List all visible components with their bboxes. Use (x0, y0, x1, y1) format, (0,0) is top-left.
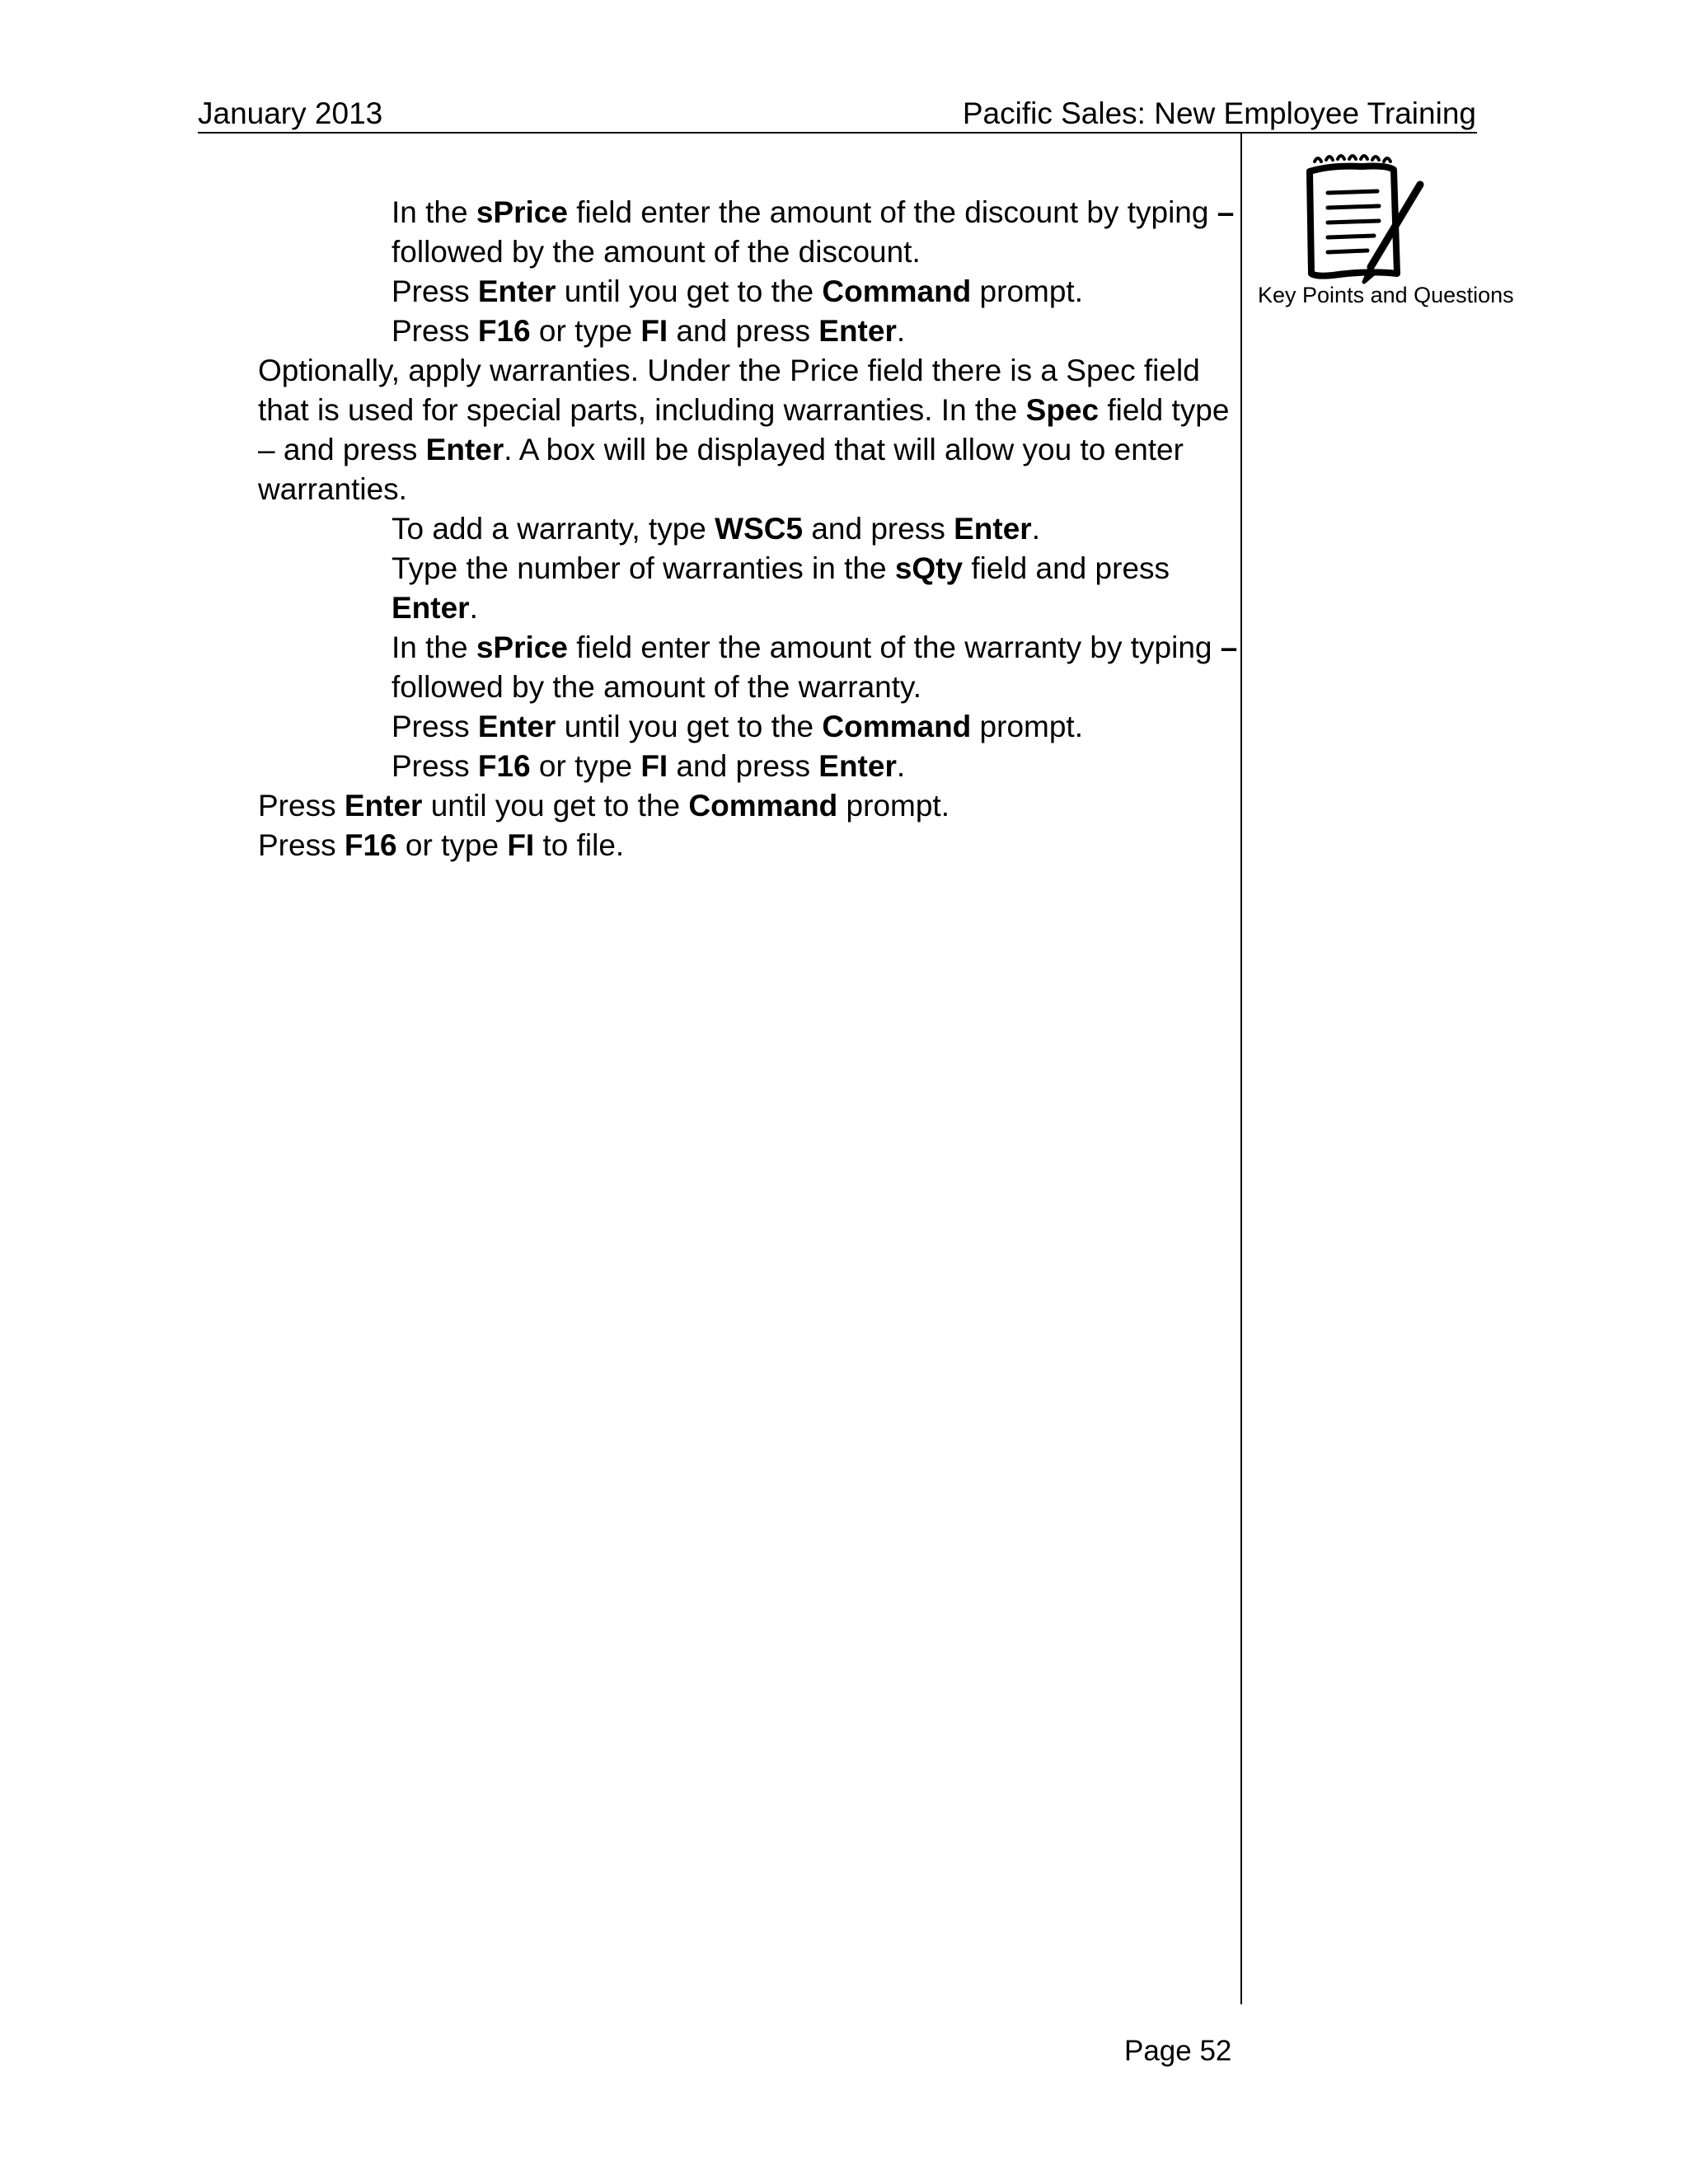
sidebar-caption: Key Points and Questions (1258, 283, 1514, 307)
page-number: Page 52 (1124, 2035, 1232, 2067)
list-item-text: Press F16 or type FI and press Enter. (392, 314, 906, 348)
list-item-text: – and press Enter. A box will be displayed that will allow you to enter (258, 433, 1184, 466)
list-item-text: Type the number of warranties in the sQty field and press (392, 551, 1170, 585)
header-divider (198, 132, 1477, 134)
list-item-text: Enter. (392, 591, 478, 625)
list-item-text: Optionally, apply warranties. Under the Price field there is a Spec field (258, 354, 1200, 387)
list-item-text: that is used for special parts, including warranties. In the Spec field type (258, 393, 1230, 427)
header-date: January 2013 (198, 96, 383, 130)
list-item-text: In the sPrice field enter the amount of the warranty by typing – (392, 630, 1238, 664)
list-item-text: Press Enter until you get to the Command prompt. (392, 274, 1083, 308)
list-item-text: warranties. (258, 472, 407, 506)
sidebar-divider (1240, 132, 1242, 2004)
list-item-text: followed by the amount of the discount. (392, 235, 921, 269)
list-item-text: followed by the amount of the warranty. (392, 670, 922, 704)
notepad-icon (1298, 150, 1430, 290)
list-item-text: Press F16 or type FI and press Enter. (392, 749, 906, 783)
list-item-text: To add a warranty, type WSC5 and press Enter. (392, 512, 1040, 546)
header-title: Pacific Sales: New Employee Training (962, 96, 1476, 130)
list-item-text: In the sPrice field enter the amount of the discount by typing – (392, 195, 1235, 229)
list-item-text: Press Enter until you get to the Command prompt. (392, 710, 1083, 743)
list-item-text: Press Enter until you get to the Command prompt. (258, 789, 950, 823)
list-item-text: Press F16 or type FI to file. (258, 828, 625, 862)
